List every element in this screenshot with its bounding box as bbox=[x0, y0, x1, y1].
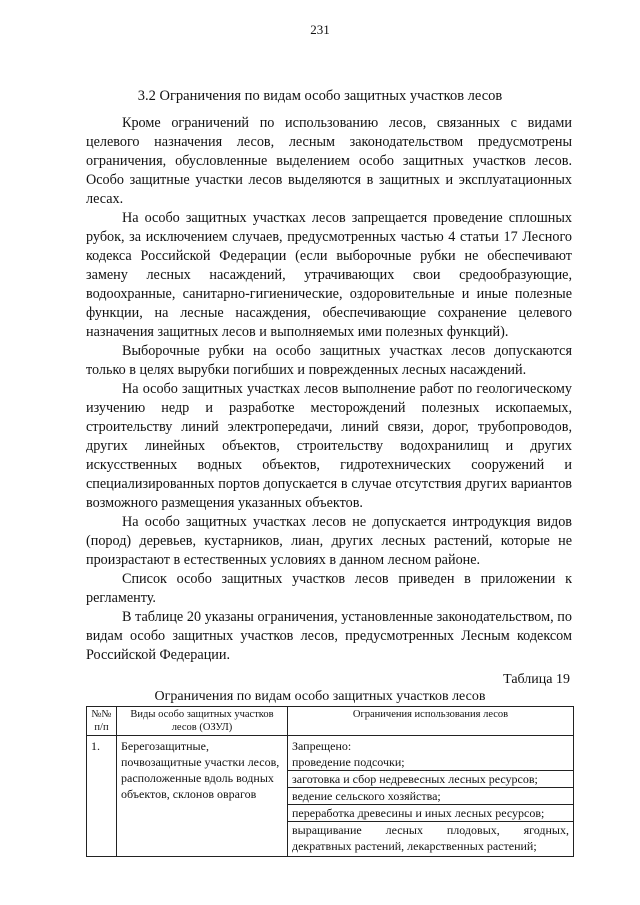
header-type: Виды особо защитных участков лесов (ОЗУЛ) bbox=[117, 707, 288, 736]
table-caption: Ограничения по видам особо защитных участков лесов bbox=[154, 689, 486, 704]
restriction-item: переработка древесины и иных лесных ресурсов; bbox=[288, 805, 573, 822]
restriction-item: выращивание лесных плодовых, ягодных, декратвных растений, лекарственных растений; bbox=[292, 823, 569, 853]
paragraph: Список особо защитных участков лесов приведен в приложении к регламенту. bbox=[86, 571, 572, 606]
paragraph: Выборочные рубки на особо защитных участках лесов допускаются только в целях вырубки погибших и поврежденных лесных насаждений. bbox=[86, 343, 572, 378]
row-type: Берегозащитные, почвозащитные участки лесов, расположенные вдоль водных объектов, склонов оврагов bbox=[117, 736, 288, 857]
row-restrictions bbox=[288, 736, 574, 857]
paragraph: В таблице 20 указаны ограничения, установленные законодательством, по видам особо защитных участков лесов, предусмотренных Лесным кодексом Российской Федерации. bbox=[86, 609, 572, 663]
paragraph: На особо защитных участках лесов запрещается проведение сплошных рубок, за исключением случаев, предусмотренных частью 4 статьи 17 Лесного кодекса Российской Федерации (если выборочные рубки не обеспечивают замену лесных насаждений, утрачивающих свои средообразующие, водоохранные, санитарно-гигиенические, оздоровительные и иные полезные функции, на лесные насаждения, обеспечивающие сохранение целевого назначения защитных лесов и выполняемых ими полезных функций). bbox=[86, 210, 572, 340]
table-row bbox=[87, 736, 574, 857]
row-num: 1. bbox=[87, 736, 117, 857]
header-restrictions: Ограничения использования лесов bbox=[288, 707, 574, 736]
restriction-item: проведение подсочки; bbox=[288, 754, 573, 771]
paragraph: Кроме ограничений по использованию лесов, связанных с видами целевого назначения лесов, лесным законодательством предусмотрены ограничения, обусловленные выделением особо защитных участков лесов. Особо защитные участки лесов выделяются в защитных и эксплуатационных лесах. bbox=[86, 115, 572, 207]
section-title: 3.2 Ограничения по видам особо защитных участков лесов bbox=[137, 88, 503, 104]
restriction-item: ведение сельского хозяйства; bbox=[288, 788, 573, 805]
table-label: Таблица 19 bbox=[503, 672, 570, 687]
restriction-item: заготовка и сбор недревесных лесных ресурсов; bbox=[288, 771, 573, 788]
table-header-row bbox=[87, 707, 574, 736]
restrictions-table bbox=[86, 706, 574, 857]
restrictions-head: Запрещено: bbox=[292, 739, 352, 753]
paragraph: На особо защитных участках лесов выполнение работ по геологическому изучению недр и разработке месторождений полезных ископаемых, строительству линий электропередачи, линий связи, дорог, трубопроводов, других линейных объектов, строительству водохранилищ и других искусственных водных объектов, гидротехнических сооружений и специализированных портов допускается в случае отсутствия других вариантов возможного размещения указанных объектов. bbox=[86, 381, 572, 511]
paragraph: На особо защитных участках лесов не допускается интродукция видов (пород) деревьев, кустарников, лиан, других лесных растений, которые не произрастают в естественных условиях в данном лесном районе. bbox=[86, 514, 572, 568]
page-number: 231 bbox=[310, 22, 330, 37]
body-text bbox=[86, 114, 572, 665]
header-num: №№ п/п bbox=[87, 707, 117, 736]
